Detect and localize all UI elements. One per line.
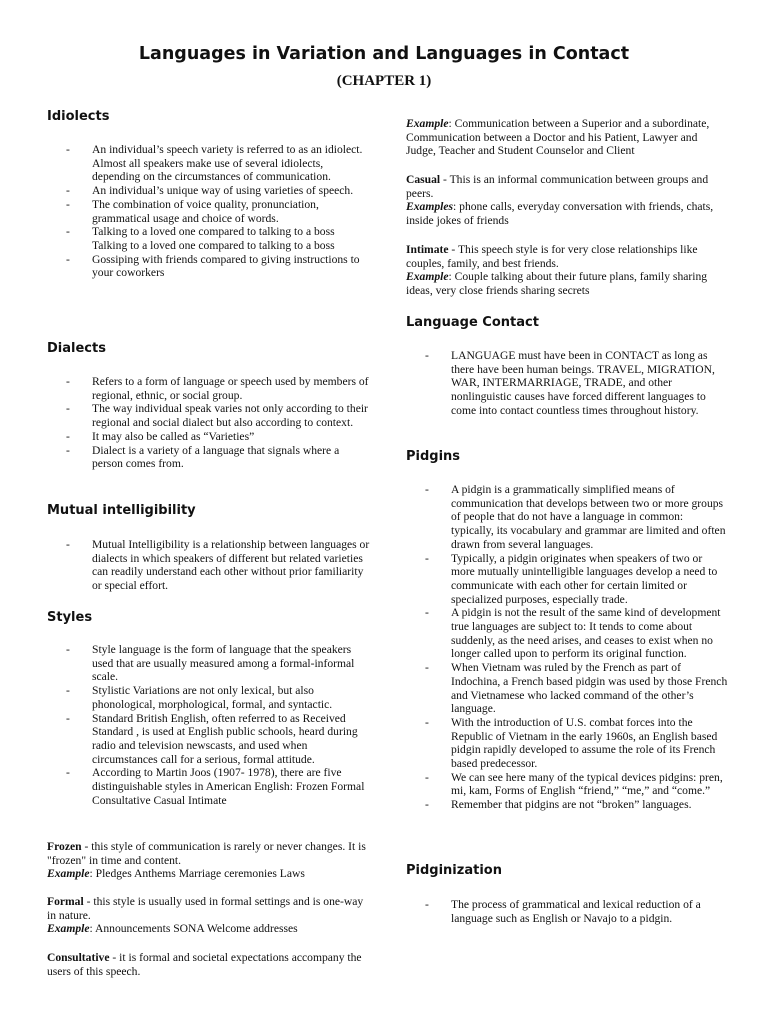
list-item bbox=[406, 771, 728, 798]
bullet-dash: - bbox=[66, 684, 70, 698]
bullet-dash: - bbox=[425, 349, 429, 362]
bullet-dash: - bbox=[66, 643, 70, 656]
bullet-dash: - bbox=[66, 197, 70, 211]
list-item-text: It may also be called as “Varieties” bbox=[92, 429, 255, 443]
list-item bbox=[406, 716, 728, 771]
list-item bbox=[406, 661, 728, 716]
bullet-dash: - bbox=[66, 143, 70, 156]
list-item bbox=[47, 444, 372, 471]
list-item-text: LANGUAGE must have been in CONTACT as long as there have been human beings. TRAVEL, MIGRATION, WAR, INTERMARRIAGE, TRADE, and other nonlinguistic causes have forced different languages to come into contact countless times throughout history. bbox=[451, 349, 715, 417]
list-item-text: The combination of voice quality, pronunciation, grammatical usage and choice of words. bbox=[92, 197, 319, 225]
list-item bbox=[47, 538, 372, 593]
consultative-paragraph: Consultative - it is formal and societal expectations accompany the users of this speech. bbox=[47, 951, 362, 978]
intimate-paragraph: Intimate - This speech style is for very close relationships like couples, family, and best friends. Example: Couple talking about their future plans, family sharing ideas, very close friends sharing secrets bbox=[406, 243, 708, 298]
list-item-text: Refers to a form of language or speech used by members of regional, ethnic, or social group. bbox=[92, 375, 369, 402]
list-item bbox=[406, 483, 728, 552]
list-item-text: Remember that pidgins are not “broken” languages. bbox=[451, 798, 692, 812]
heading-mutual-intelligibility: Mutual intelligibility bbox=[47, 503, 196, 518]
list-item-text: A pidgin is not the result of the same kind of development true languages are subject to: It tends to come about suddenly, as the need arises, and ceases to exist when no longer called upon to perform its original function. bbox=[451, 606, 721, 661]
bullet-dash: - bbox=[425, 715, 429, 729]
list-item-text: Mutual Intelligibility is a relationship between languages or dialects in which speakers of different but related varieties can readily understand each other without prior familiarity or special effort. bbox=[92, 538, 370, 593]
heading-pidgins: Pidgins bbox=[406, 449, 461, 464]
list-item-text: With the introduction of U.S. combat forces into the Republic of Vietnam in the early 1960s, an English based pidgin rapidly developed to assume the role of its French based predecessor. bbox=[451, 715, 718, 771]
bullet-dash: - bbox=[66, 766, 70, 780]
bullet-dash: - bbox=[425, 606, 429, 620]
list-item-text: Dialect is a variety of a language that signals where a person comes from. bbox=[92, 443, 340, 471]
language-contact-list bbox=[406, 349, 728, 418]
list-item-text: Stylistic Variations are not only lexical, but also phonological, morphological, formal, and syntactic. bbox=[92, 684, 333, 711]
heading-dialects: Dialects bbox=[47, 341, 106, 356]
list-item bbox=[47, 712, 372, 767]
bullet-dash: - bbox=[425, 661, 429, 675]
list-item bbox=[47, 225, 372, 252]
list-item bbox=[47, 184, 372, 198]
heading-language-contact: Language Contact bbox=[406, 315, 539, 330]
bullet-dash: - bbox=[66, 184, 70, 198]
list-item bbox=[406, 606, 728, 661]
heading-pidginization: Pidginization bbox=[406, 863, 502, 878]
list-item-text: Standard British English, often referred to as Received Standard , is used at English public schools, heard during radio and television newscasts, and used when circumstances call for a serious, formal attitude. bbox=[92, 711, 358, 766]
casual-paragraph: Casual - This is an informal communication between groups and peers. Examples: phone calls, everyday conversation with friends, chats, inside jokes of friends bbox=[406, 173, 714, 228]
heading-idiolects: Idiolects bbox=[47, 109, 110, 124]
list-item bbox=[47, 684, 372, 711]
list-item-text: An individual’s unique way of using varieties of speech. bbox=[92, 184, 354, 198]
list-item-text: According to Martin Joos (1907- 1978), there are five distinguishable styles in American English: Frozen Formal Consultative Casual Intimate bbox=[92, 766, 365, 807]
document-title: Languages in Variation and Languages in Contact bbox=[138, 44, 630, 64]
bullet-dash: - bbox=[66, 402, 70, 416]
bullet-dash: - bbox=[425, 898, 429, 911]
bullet-dash: - bbox=[66, 538, 70, 551]
list-item bbox=[47, 198, 372, 225]
pidgins-list bbox=[406, 483, 728, 812]
list-item-text: Gossiping with friends compared to giving instructions to your coworkers bbox=[92, 252, 360, 280]
list-item bbox=[406, 349, 728, 418]
bullet-dash: - bbox=[66, 225, 70, 239]
list-item-text: When Vietnam was ruled by the French as part of Indochina, a French based pidgin was used by those French and Vietnamese who lacked command of the other’s language. bbox=[451, 661, 728, 716]
list-item bbox=[47, 253, 372, 280]
formal-paragraph: Formal - this style is usually used in formal settings and is one-way in nature. Example: Announcements SONA Welcome addresses bbox=[47, 895, 364, 936]
list-item bbox=[47, 143, 372, 184]
bullet-dash: - bbox=[66, 711, 70, 725]
list-item bbox=[47, 430, 372, 444]
list-item-text: Style language is the form of language that the speakers used that are usually measured among a formal-informal scale. bbox=[92, 643, 355, 684]
list-item bbox=[406, 798, 728, 812]
list-item bbox=[47, 766, 372, 807]
bullet-dash: - bbox=[425, 551, 429, 565]
list-item bbox=[47, 375, 372, 402]
list-item bbox=[47, 643, 372, 684]
idiolects-list bbox=[47, 143, 372, 280]
list-item-text: The way individual speak varies not only according to their regional and social dialect but also according to context. bbox=[92, 402, 368, 430]
bullet-dash: - bbox=[425, 483, 429, 496]
list-item bbox=[406, 552, 728, 607]
list-item-text: We can see here many of the typical devices pidgins: pren, mi, kam, Forms of English “friend,” “me,” and “come.” bbox=[451, 770, 723, 798]
bullet-dash: - bbox=[66, 443, 70, 457]
bullet-dash: - bbox=[425, 798, 429, 812]
bullet-dash: - bbox=[66, 429, 70, 443]
heading-styles: Styles bbox=[47, 610, 93, 625]
frozen-paragraph: Frozen - this style of communication is rarely or never changes. It is "frozen" in time and content. Example: Pledges Anthems Marriage ceremonies Laws bbox=[47, 840, 366, 881]
chapter-label: (CHAPTER 1) bbox=[336, 73, 432, 89]
list-item-text: Typically, a pidgin originates when speakers of two or more mutually unintelligible languages develop a need to communicate with each other for certain limited or specialized purposes, especially trade. bbox=[451, 551, 718, 606]
list-item-text: An individual’s speech variety is referred to as an idiolect. Almost all speakers make use of several idiolects, depending on the circumstances of communication. bbox=[92, 143, 363, 184]
list-item-text: Talking to a loved one compared to talking to a boss Talking to a loved one compared to talking to a boss bbox=[92, 225, 335, 252]
list-item-text: A pidgin is a grammatically simplified means of communication that develops between two or more groups of people that do not have a language in common: typically, its vocabulary and grammar are limited and often drawn from several languages. bbox=[451, 483, 726, 551]
bullet-dash: - bbox=[66, 252, 70, 266]
bullet-dash: - bbox=[66, 375, 70, 388]
mutual-intelligibility-list bbox=[47, 538, 372, 593]
list-item bbox=[47, 402, 372, 429]
consultative-example: Example: Communication between a Superior and a subordinate, Communication between a Doctor and his Patient, Lawyer and Judge, Teacher and Student Counselor and Client bbox=[406, 117, 710, 158]
dialects-list bbox=[47, 375, 372, 471]
list-item bbox=[406, 898, 728, 925]
styles-list bbox=[47, 643, 372, 807]
pidginization-list bbox=[406, 898, 728, 925]
bullet-dash: - bbox=[425, 770, 429, 784]
list-item-text: The process of grammatical and lexical reduction of a language such as English or Navajo to a pidgin. bbox=[451, 898, 701, 925]
